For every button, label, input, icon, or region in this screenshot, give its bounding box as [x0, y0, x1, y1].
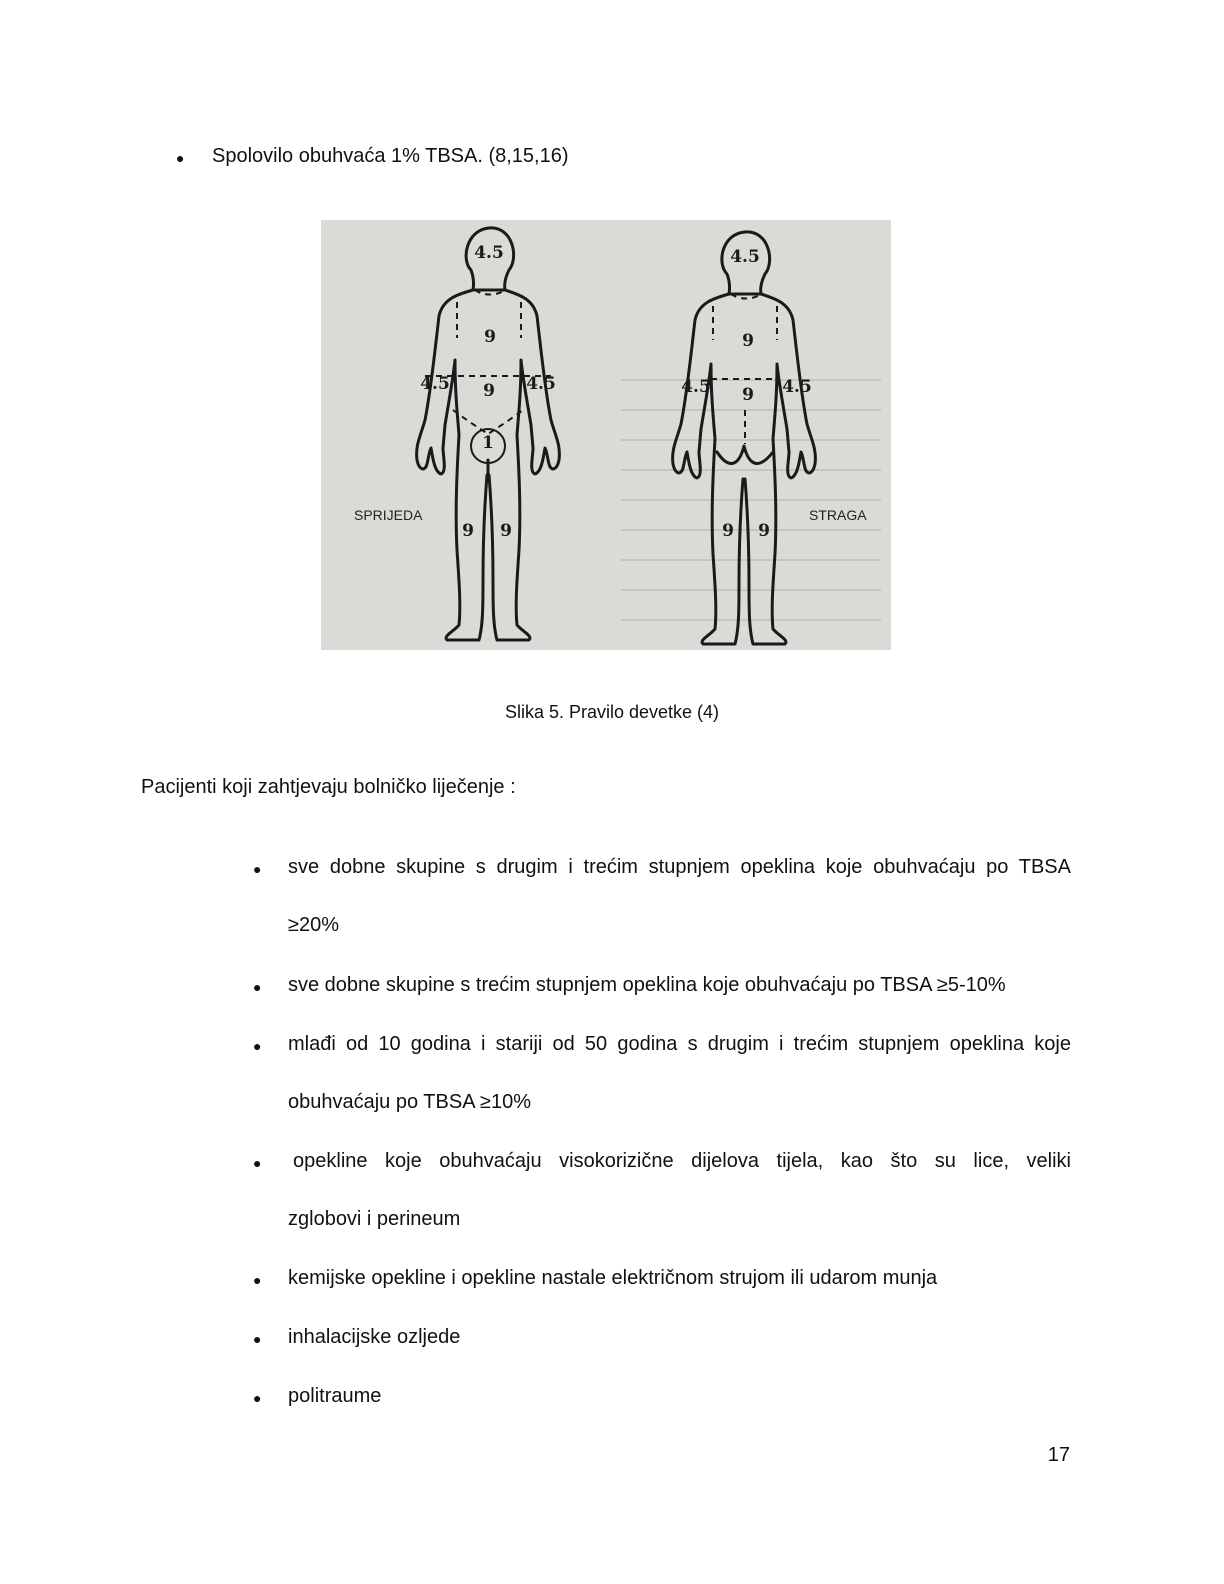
list-item-4-line-2: zglobovi i perineum: [288, 1208, 461, 1230]
list-item-5: kemijske opekline i opekline nastale električnom strujom ili udarom munja: [288, 1267, 938, 1289]
front-lower-torso-value: 9: [483, 381, 495, 401]
bullet-dot: ●: [253, 979, 262, 995]
list-item-1-line-1: sve dobne skupine s drugim i trećim stupnjem opeklina koje obuhvaćaju po TBSA: [288, 856, 1071, 878]
bullet-dot: ●: [253, 1331, 262, 1347]
list-item-4-line-1: opekline koje obuhvaćaju visokorizične dijelova tijela, kao što su lice, veliki: [293, 1150, 1071, 1172]
bullet-dot: ●: [253, 1038, 262, 1054]
front-left-leg-value: 9: [462, 521, 474, 541]
back-right-leg-value: 9: [758, 521, 770, 541]
front-region-lines: [425, 290, 551, 434]
top-bullet-text: Spolovilo obuhvaća 1% TBSA. (8,15,16): [212, 145, 569, 167]
figure-caption: Slika 5. Pravilo devetke (4): [504, 702, 720, 722]
back-lower-torso-value: 9: [742, 385, 754, 405]
list-item-3-line-1: mlađi od 10 godina i stariji od 50 godina s drugim i trećim stupnjem opeklina koje: [288, 1033, 1071, 1055]
intro-text: Pacijenti koji zahtjevaju bolničko liječenje :: [141, 776, 516, 798]
front-torso-value: 9: [484, 327, 496, 347]
front-head-value: 4.5: [474, 243, 504, 263]
list-item-3-line-2: obuhvaćaju po TBSA ≥10%: [288, 1091, 531, 1113]
front-right-leg-value: 9: [500, 521, 512, 541]
bullet-dot: ●: [253, 1272, 262, 1288]
back-label: STRAGA: [809, 507, 867, 523]
list-item-6: inhalacijske ozljede: [288, 1326, 461, 1348]
back-torso-value: 9: [742, 331, 754, 351]
bullet-dot: ●: [253, 1155, 262, 1171]
front-genital-value: 1: [482, 433, 494, 453]
back-left-leg-value: 9: [722, 521, 734, 541]
bullet-dot: ●: [253, 861, 262, 877]
bullet-dot: ●: [253, 1390, 262, 1406]
list-item-7: politraume: [288, 1385, 382, 1407]
back-head-value: 4.5: [730, 247, 760, 267]
front-label: SPRIJEDA: [354, 507, 423, 523]
list-item-2: sve dobne skupine s trećim stupnjem opeklina koje obuhvaćaju po TBSA ≥5-10%: [288, 974, 1006, 996]
rule-of-nines-figure: [321, 220, 891, 650]
back-region-lines: [711, 294, 779, 444]
back-right-arm-value: 4.5: [782, 377, 812, 397]
front-left-arm-value: 4.5: [420, 374, 450, 394]
page-number: 17: [1047, 1444, 1070, 1466]
body-diagram: [321, 220, 891, 650]
back-left-arm-value: 4.5: [681, 377, 711, 397]
bullet-dot: ●: [176, 150, 185, 166]
list-item-1-line-2: ≥20%: [288, 914, 340, 936]
front-right-arm-value: 4.5: [526, 374, 556, 394]
